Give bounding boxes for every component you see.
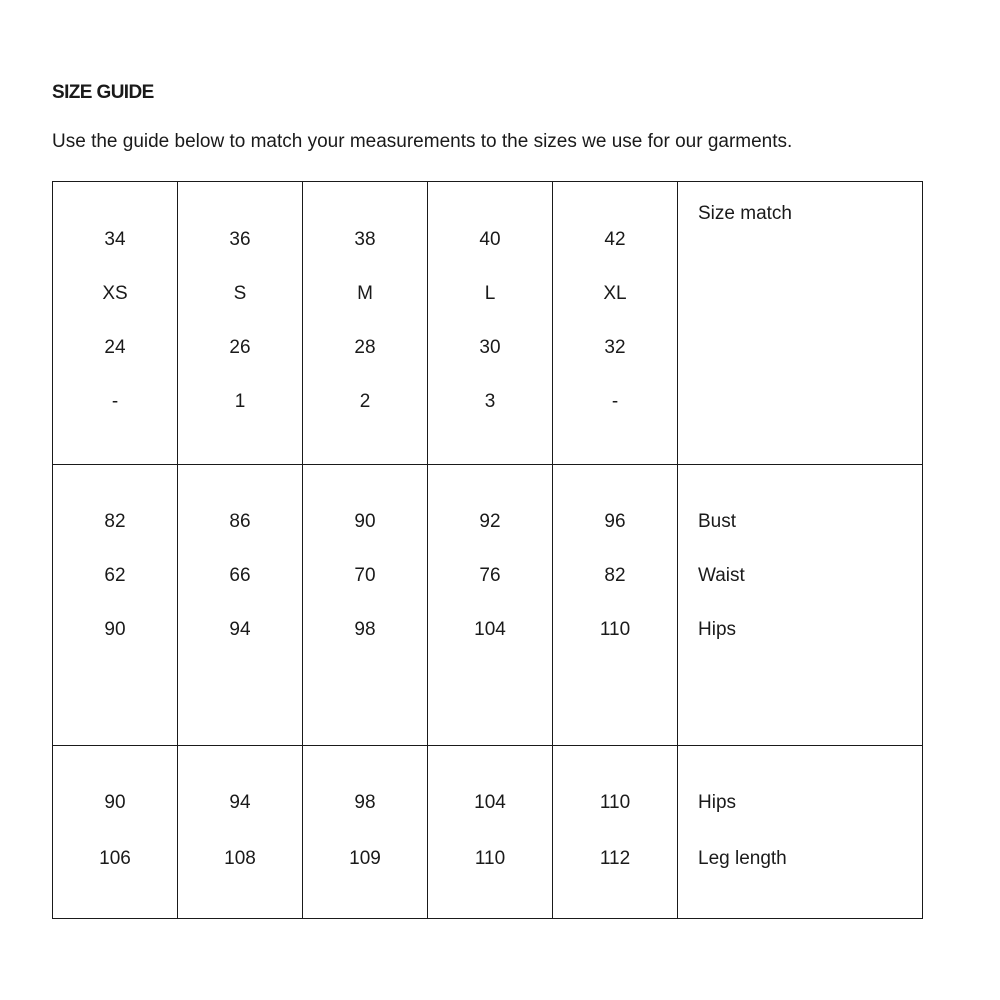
waist-size: 32 — [604, 337, 626, 358]
bust-value: 90 — [354, 511, 376, 532]
size-cell-38 — [303, 182, 428, 465]
leg-length-value: 110 — [474, 848, 506, 869]
leg-cell-36 — [178, 746, 303, 919]
number-size: 2 — [359, 391, 371, 412]
eu-size: 40 — [479, 229, 501, 250]
row-label-hips: Hips — [698, 619, 737, 640]
row-label-waist: Waist — [698, 565, 745, 586]
row-label-hips: Hips — [698, 792, 737, 813]
label-cell-leg — [678, 746, 923, 919]
waist-value: 62 — [104, 565, 126, 586]
letter-size: XL — [603, 283, 627, 304]
hips-value: 90 — [104, 792, 126, 813]
size-cell-36 — [178, 182, 303, 465]
eu-size: 38 — [354, 229, 376, 250]
hips-value: 90 — [104, 619, 126, 640]
leg-cell-34 — [53, 746, 178, 919]
hips-value: 94 — [229, 792, 251, 813]
size-cell-42 — [553, 182, 678, 465]
row-label-leg-length: Leg length — [698, 848, 787, 869]
number-size: 3 — [484, 391, 496, 412]
leg-length-value: 108 — [224, 848, 256, 869]
hips-value: 110 — [599, 792, 631, 813]
bust-value: 82 — [104, 511, 126, 532]
table-row-size-match — [53, 182, 923, 465]
hips-value: 110 — [599, 619, 631, 640]
letter-size: L — [484, 283, 496, 304]
waist-size: 24 — [104, 337, 126, 358]
number-size: - — [111, 391, 119, 412]
hips-value: 94 — [229, 619, 251, 640]
letter-size: XS — [102, 283, 128, 304]
body-cell-36 — [178, 465, 303, 746]
letter-size: S — [233, 283, 247, 304]
leg-cell-40 — [428, 746, 553, 919]
table-row-body-measurements — [53, 465, 923, 746]
table-row-leg-measurements — [53, 746, 923, 919]
body-cell-34 — [53, 465, 178, 746]
page-title: SIZE GUIDE — [52, 82, 154, 103]
size-cell-34 — [53, 182, 178, 465]
intro-text: Use the guide below to match your measurements to the sizes we use for our garments. — [52, 131, 793, 152]
hips-value: 98 — [354, 619, 376, 640]
bust-value: 86 — [229, 511, 251, 532]
leg-cell-42 — [553, 746, 678, 919]
bust-value: 96 — [604, 511, 626, 532]
eu-size: 42 — [604, 229, 626, 250]
row-label-bust: Bust — [698, 511, 737, 532]
hips-value: 98 — [354, 792, 376, 813]
leg-length-value: 109 — [349, 848, 381, 869]
waist-size: 26 — [229, 337, 251, 358]
body-cell-40 — [428, 465, 553, 746]
waist-value: 70 — [354, 565, 376, 586]
size-guide-table — [52, 181, 923, 919]
letter-size: M — [357, 283, 373, 304]
body-cell-42 — [553, 465, 678, 746]
leg-length-value: 106 — [99, 848, 131, 869]
waist-size: 30 — [479, 337, 501, 358]
number-size: 1 — [234, 391, 246, 412]
waist-value: 82 — [604, 565, 626, 586]
waist-value: 76 — [479, 565, 501, 586]
label-cell-size-match — [678, 182, 923, 465]
eu-size: 36 — [229, 229, 251, 250]
label-cell-body — [678, 465, 923, 746]
size-cell-40 — [428, 182, 553, 465]
leg-cell-38 — [303, 746, 428, 919]
leg-length-value: 112 — [599, 848, 631, 869]
hips-value: 104 — [474, 619, 506, 640]
hips-value: 104 — [474, 792, 506, 813]
row-label: Size match — [698, 203, 792, 224]
number-size: - — [611, 391, 619, 412]
waist-value: 66 — [229, 565, 251, 586]
waist-size: 28 — [354, 337, 376, 358]
bust-value: 92 — [479, 511, 501, 532]
body-cell-38 — [303, 465, 428, 746]
eu-size: 34 — [104, 229, 126, 250]
